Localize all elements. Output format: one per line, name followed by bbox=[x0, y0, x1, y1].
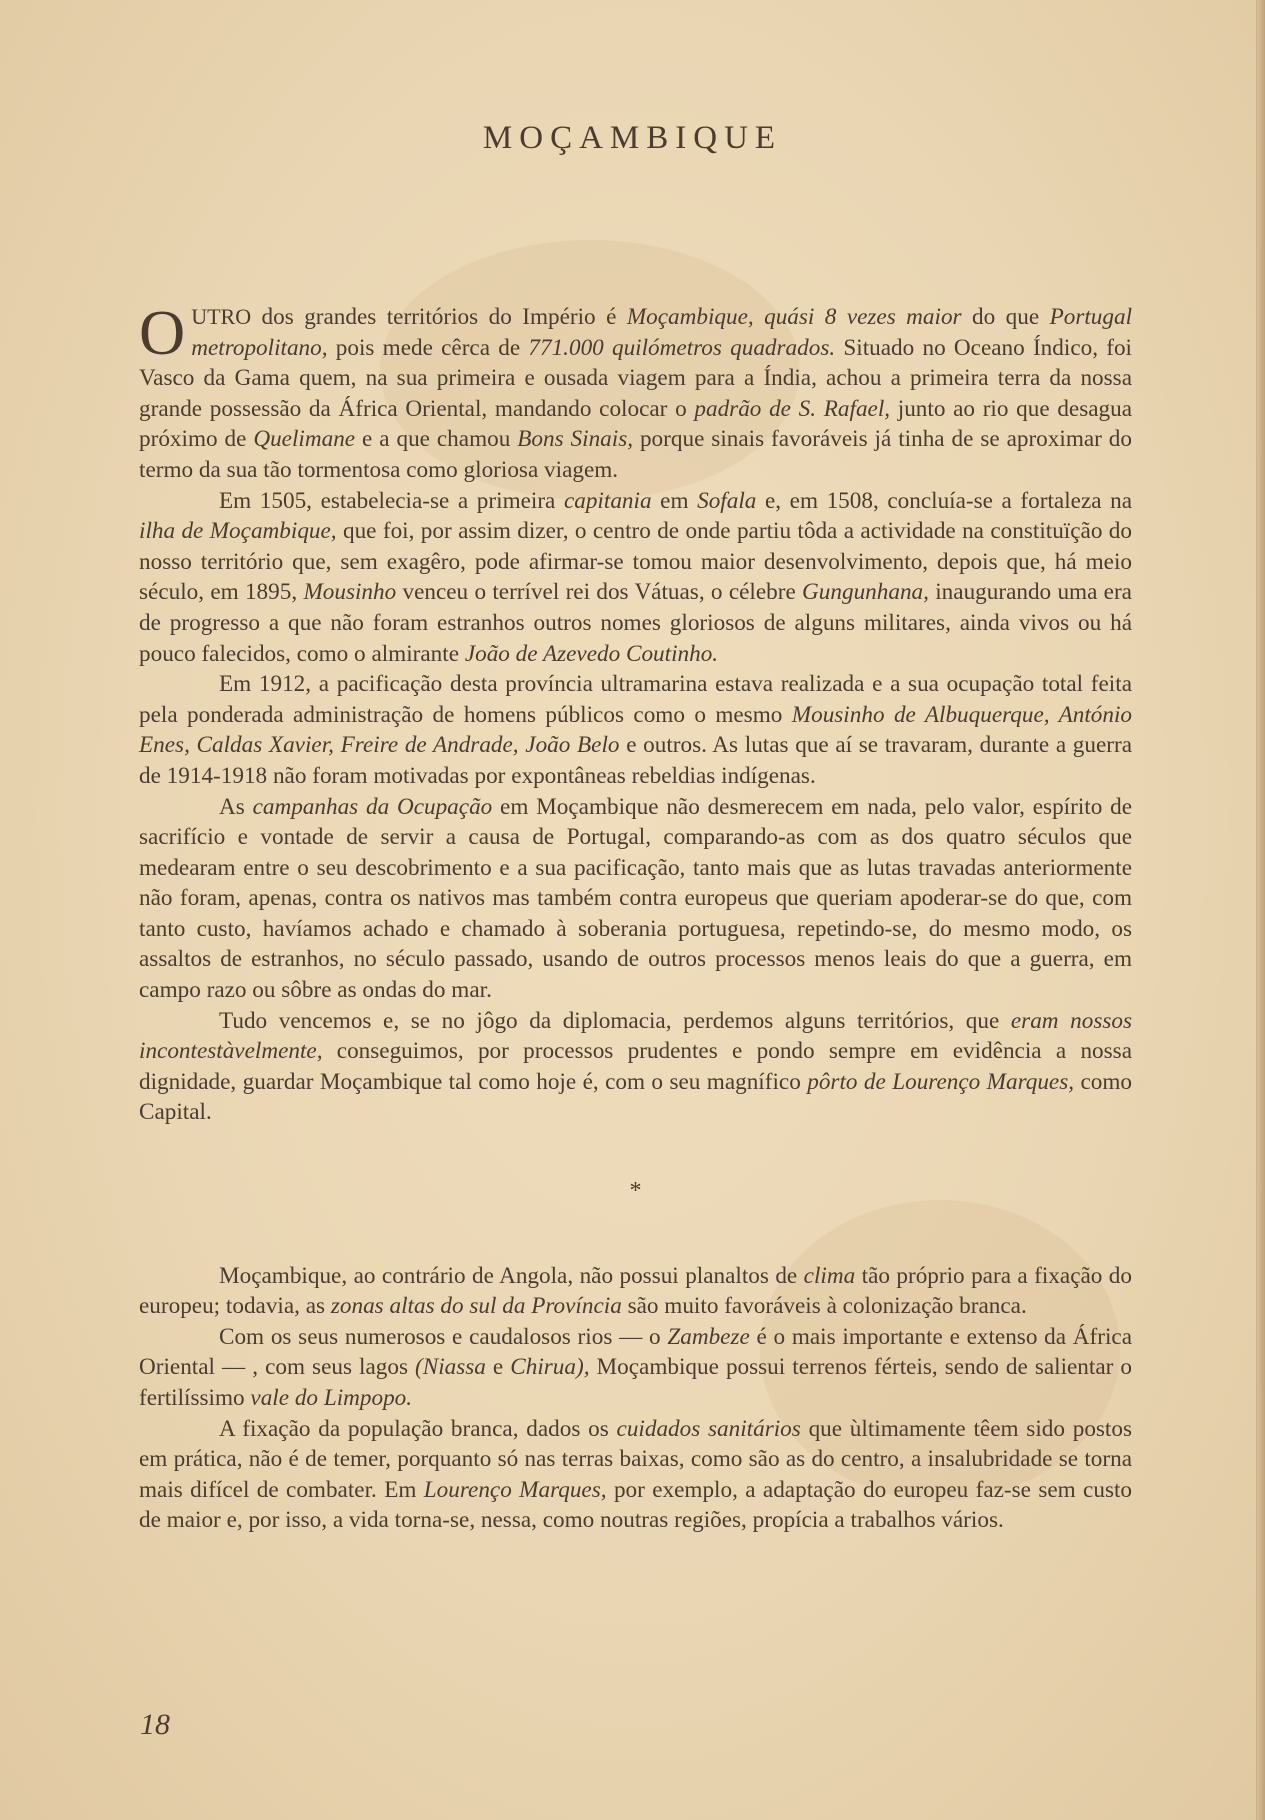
text-segment: tão próprio para a fixação do europeu; todavia, as bbox=[139, 1262, 1132, 1320]
paragraph bbox=[139, 1261, 1132, 1322]
text-segment: Gungunhana, bbox=[802, 579, 929, 606]
text-segment: dos grandes territórios do Império é bbox=[251, 304, 627, 330]
text-segment: do que bbox=[961, 304, 1050, 330]
text-segment: ilha de Moçambique, bbox=[139, 518, 337, 545]
text-segment: e a que chamou bbox=[355, 426, 518, 453]
text-segment: é o mais importante e extenso da África Oriental — , com seus lagos bbox=[139, 1323, 1132, 1381]
page-title: MOÇAMBIQUE bbox=[482, 120, 783, 156]
text-segment: vale do Limpopo. bbox=[250, 1385, 413, 1411]
text-segment: e, em 1508, concluía-se a fortaleza na bbox=[756, 487, 1133, 514]
drop-cap: O bbox=[139, 297, 186, 368]
text-segment: por exemplo, a adaptação do europeu faz-se sem custo de maior e, por isso, a vida torna-se, nessa, como noutras regiões, propícia a trabalhos vários. bbox=[139, 1476, 1133, 1534]
text-segment: que foi, por assim dizer, o centro de onde partiu tôda a actividade na constituïção do nosso território que, sem exagêro, pode afirmar-se tomou maior desenvolvimento, depois que, há meio século, em 1895, bbox=[139, 518, 1132, 606]
text-segment: (Niassa bbox=[415, 1354, 486, 1381]
text-segment: zonas altas do sul da Província bbox=[330, 1293, 622, 1320]
text-segment: 771.000 quilómetros quadrados. bbox=[528, 334, 836, 361]
text-segment: eram nossos incontestàvelmente, bbox=[139, 1007, 1132, 1065]
text-segment: Lourenço Marques, bbox=[423, 1476, 607, 1503]
section-separator: * bbox=[629, 1178, 642, 1205]
paragraph bbox=[139, 486, 1132, 670]
paragraph bbox=[139, 792, 1132, 1006]
text-segment: Situado no Oceano Índico, foi Vasco da Gama quem, na sua primeira e ousada viagem para a Índia, achou a primeira terra da nossa grande possessão da África Oriental, mandando colocar o bbox=[139, 334, 1132, 422]
text-segment: padrão de S. Rafael, bbox=[694, 395, 891, 422]
paragraph bbox=[139, 1414, 1132, 1536]
text-segment: cuidados sanitários bbox=[616, 1415, 801, 1442]
text-segment: Moçambique possui terrenos férteis, sendo de salientar o fertilíssimo bbox=[139, 1354, 1132, 1411]
text-segment: em Moçambique não desmerecem em nada, pelo valor, espírito de sacrifício e vontade de servir a causa de Portugal, comparando-as com as dos quatro séculos que medearam entre o seu descobrimento e a sua pacificação, tanto mais que as lutas travadas anteriormente não foram, apenas, contra os nativos mas também contra europeus que queriam apoderar-se do que, com tanto custo, havíamos achado e chamado à soberania portuguesa, repetindo-se, do mesmo modo, os assaltos de estranhos, no século passado, usando de outros processos menos leais do que a guerra, em campo razo ou sôbre as ondas do mar. bbox=[139, 793, 1132, 1004]
text-segment: Mousinho de Albuquerque, António Enes, Caldas Xavier, Freire de Andrade, João Belo bbox=[139, 701, 1132, 759]
article-body bbox=[139, 297, 1133, 1536]
text-segment: A fixação da população branca, dados os bbox=[219, 1415, 617, 1442]
text-segment: e bbox=[485, 1354, 511, 1381]
text-segment: conseguimos, por processos prudentes e pondo sempre em evidência a nossa dignidade, guardar Moçambique tal como hoje é, com o seu magnífico bbox=[139, 1038, 1132, 1095]
text-segment: Moçambique, ao contrário de Angola, não possui planaltos de bbox=[219, 1262, 804, 1289]
text-segment: inaugurando uma era de progresso a que não foram estranhos outros nomes gloriosos de alguns militares, ainda vivos ou há pouco falecidos, como o almirante bbox=[139, 579, 1132, 667]
text-segment: Portugal metropolitano, bbox=[191, 304, 1133, 361]
page-number: 18 bbox=[140, 1708, 170, 1741]
text-segment: UTRO bbox=[191, 304, 252, 329]
text-segment: clima bbox=[803, 1262, 856, 1289]
paragraph bbox=[139, 1322, 1132, 1414]
text-segment: e outros. As lutas que aí se travaram, durante a guerra de 1914-1918 não foram motivadas por expontâneas rebeldias indígenas. bbox=[139, 732, 1132, 789]
text-segment: capitania bbox=[563, 487, 652, 514]
paragraph bbox=[139, 669, 1132, 791]
paragraph bbox=[139, 1006, 1132, 1128]
text-segment: Sofala bbox=[697, 487, 757, 514]
text-segment: porque sinais favoráveis já tinha de se aproximar do termo da sua tão tormentosa como gloriosa viagem. bbox=[139, 426, 1132, 483]
text-segment: João de Azevedo Coutinho. bbox=[464, 640, 719, 667]
text-segment: Chirua), bbox=[510, 1354, 590, 1381]
text-segment: como Capital. bbox=[139, 1068, 1132, 1126]
text-segment: campanhas da Ocupação bbox=[252, 793, 493, 820]
text-segment: Bons Sinais, bbox=[517, 426, 634, 453]
text-segment: As bbox=[219, 793, 253, 820]
text-segment: Em 1505, estabelecia-se a primeira bbox=[219, 487, 564, 514]
text-segment: Com os seus numerosos e caudalosos rios — o bbox=[219, 1323, 668, 1350]
text-segment: Em 1912, a pacificação desta província ultramarina estava realizada e a sua ocupação total feita pela ponderada administração de homens públicos como o mesmo bbox=[139, 671, 1132, 728]
text-segment: Zambeze bbox=[667, 1323, 750, 1350]
text-segment: Tudo vencemos e, se no jôgo da diplomacia, perdemos alguns territórios, que bbox=[219, 1007, 1011, 1034]
text-segment: em bbox=[651, 487, 698, 514]
text-segment: Quelimane bbox=[253, 426, 356, 453]
text-segment: pôrto de Lourenço Marques, bbox=[807, 1068, 1075, 1095]
page-edge bbox=[1257, 0, 1265, 1820]
text-segment: venceu o terrível rei dos Vátuas, o célebre bbox=[396, 579, 803, 606]
text-segment: são muito favoráveis à colonização branca. bbox=[621, 1293, 1027, 1320]
text-segment: pois mede cêrca de bbox=[327, 334, 529, 361]
text-segment: Moçambique, quási 8 vezes maior bbox=[626, 304, 962, 330]
paragraph bbox=[139, 297, 1133, 486]
text-segment: junto ao rio que desagua próximo de bbox=[139, 395, 1133, 453]
text-segment: Mousinho bbox=[303, 579, 397, 606]
text-segment: que ùltimamente têem sido postos em prática, não é de temer, porquanto só nas terras baixas, como são as do centro, a insalubridade se torna mais difícel de combater. Em bbox=[139, 1415, 1132, 1503]
